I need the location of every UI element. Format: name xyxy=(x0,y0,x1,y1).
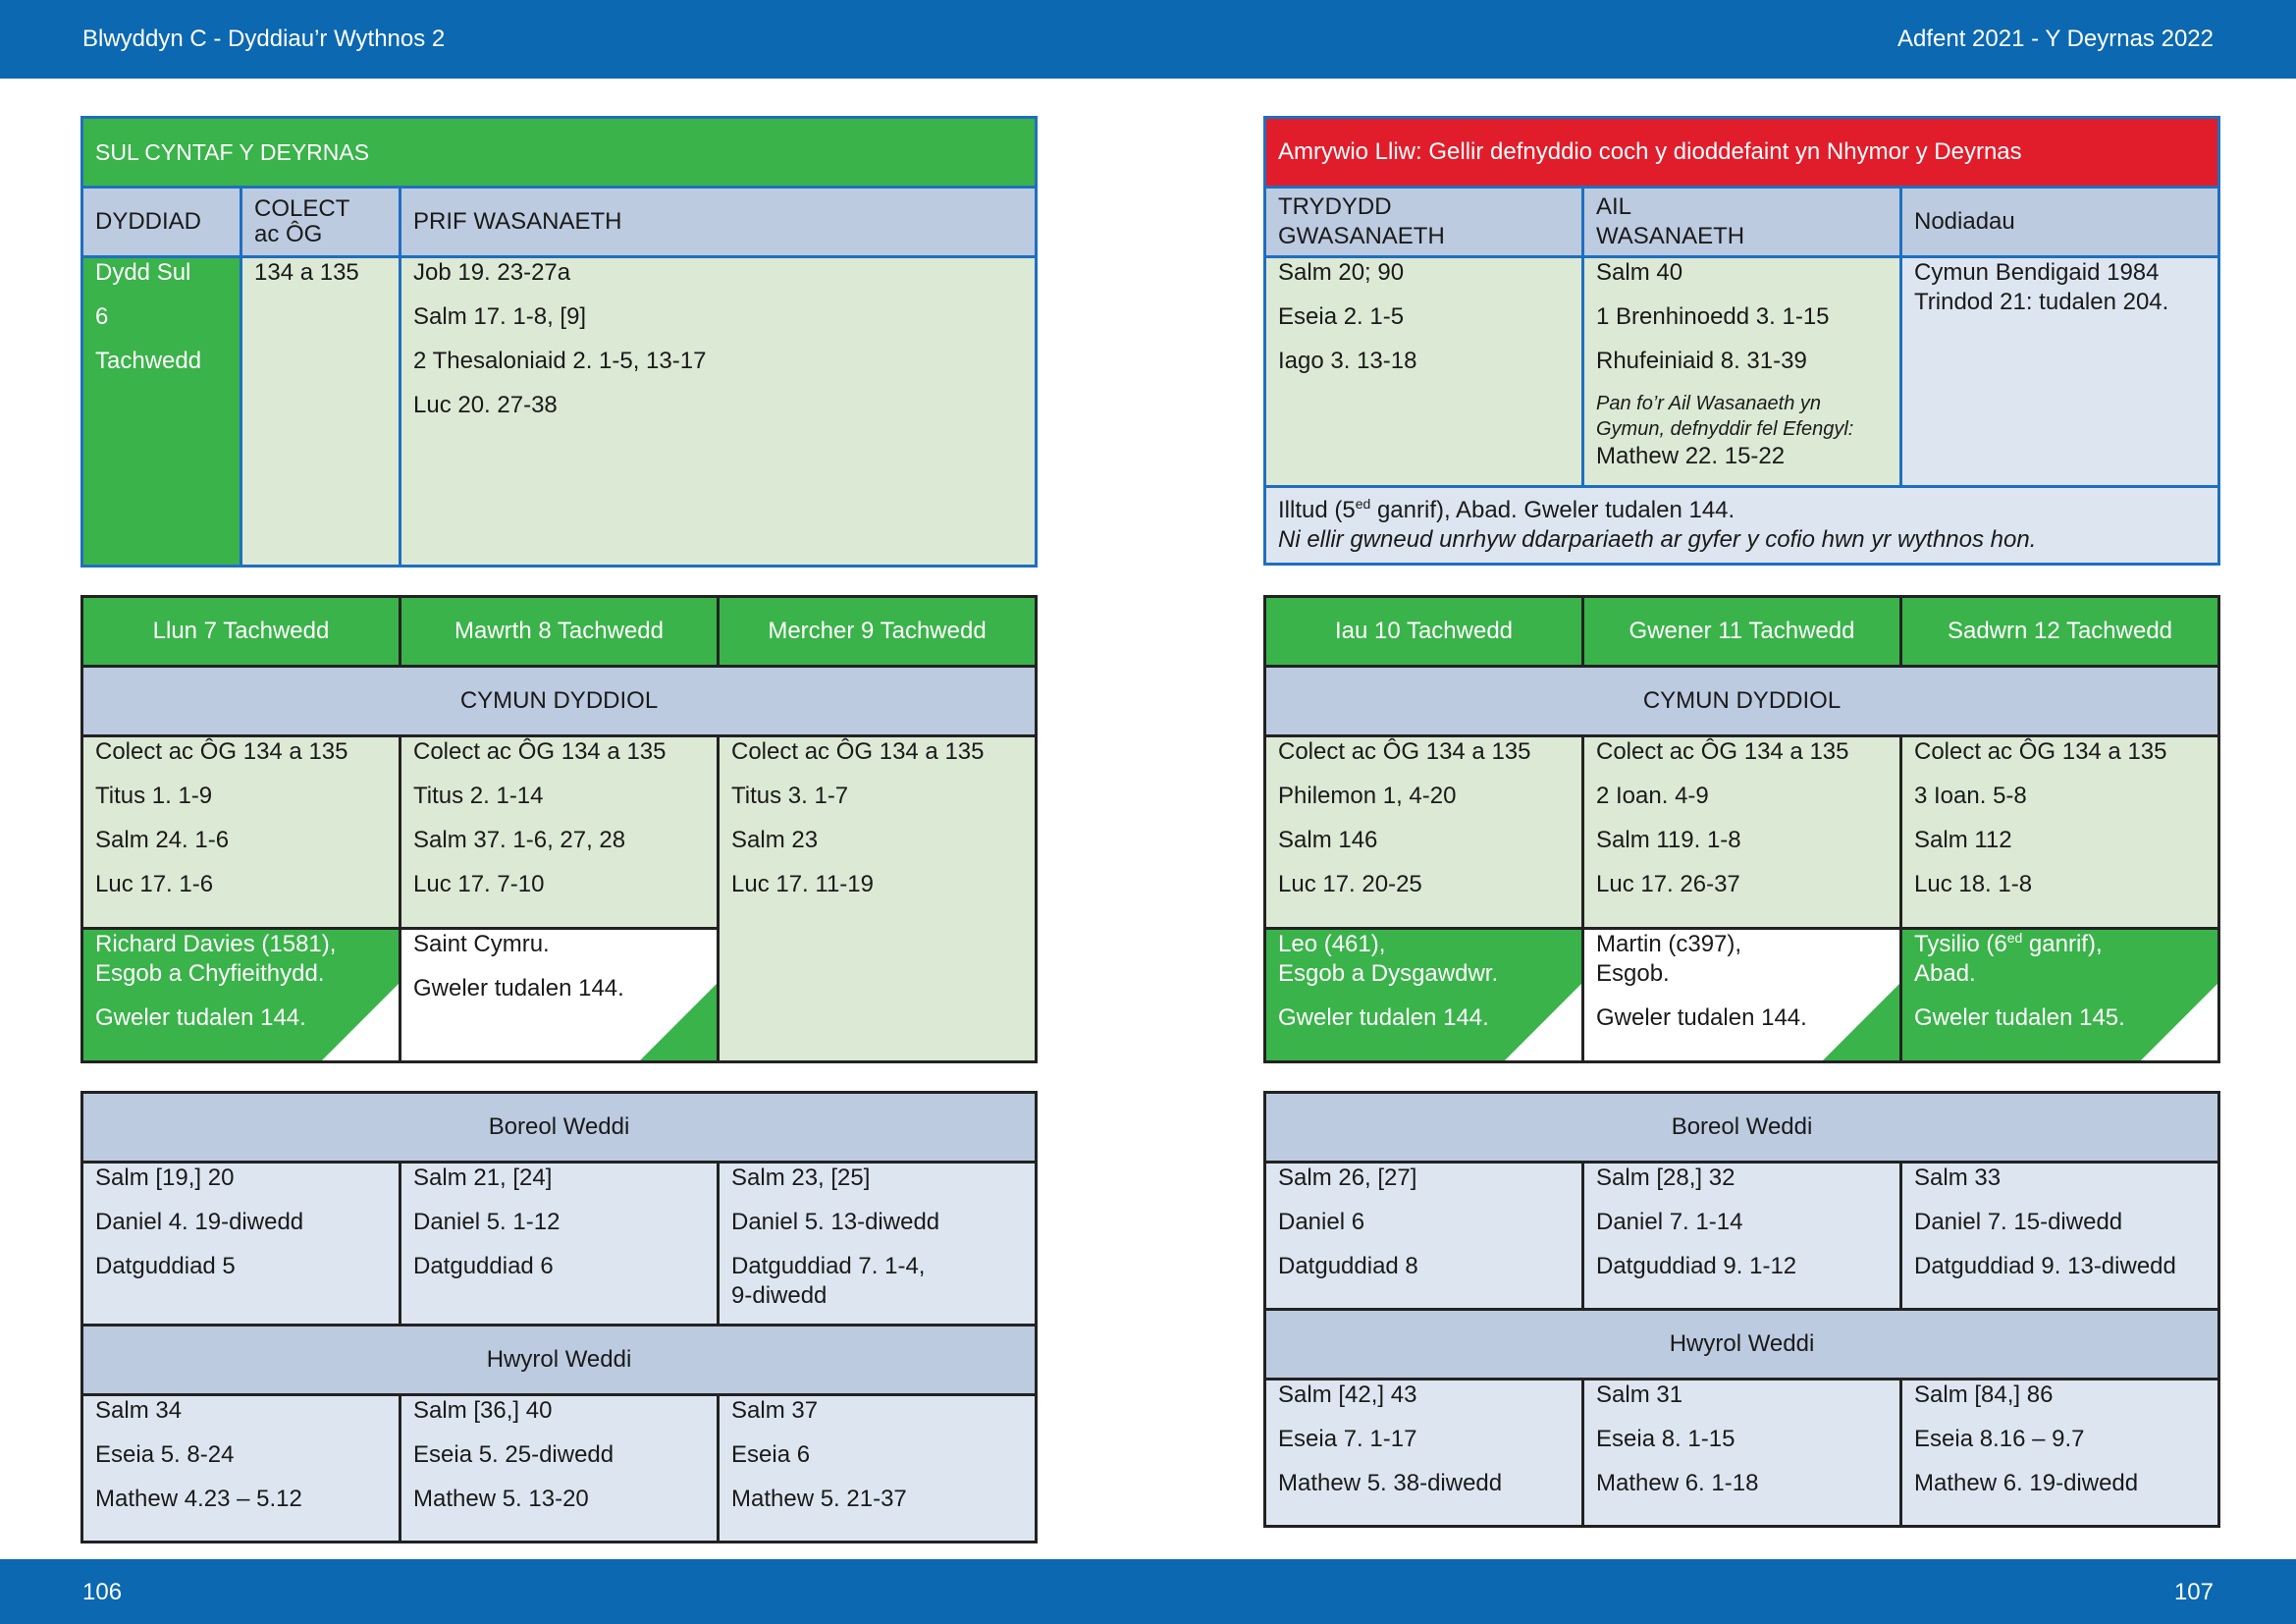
reading-item: Salm 33 xyxy=(1914,1164,2002,1191)
reading-item: Colect ac ÔG 134 a 135 xyxy=(95,738,348,765)
evening-cell xyxy=(82,1395,400,1543)
communion-title: CYMUN DYDDIOL xyxy=(1265,667,2219,736)
reading-item: Eseia 6 xyxy=(731,1441,811,1468)
reading-item: Salm 26, [27] xyxy=(1278,1164,1417,1191)
second-service-header xyxy=(1583,188,1901,257)
reading-item: Salm 31 xyxy=(1596,1381,1683,1408)
reading-item: Mathew 5. 13-20 xyxy=(413,1486,589,1512)
communion-title: CYMUN DYDDIOL xyxy=(82,667,1037,736)
reading-item: Eseia 8.16 – 9.7 xyxy=(1914,1426,2085,1452)
commem-pre: Tysilio (6 xyxy=(1914,931,2007,957)
reading-item: Salm 119. 1-8 xyxy=(1596,827,1741,853)
reading-item: Colect ac ÔG 134 a 135 xyxy=(1914,738,2167,765)
date-month: Tachwedd xyxy=(95,348,202,374)
reading-item: Colect ac ÔG 134 a 135 xyxy=(1278,738,1531,765)
third-service-header xyxy=(1265,188,1583,257)
reading-item: Luc 17. 20-25 xyxy=(1278,871,1422,897)
commem-line: Abad. xyxy=(1914,960,1976,987)
reading-item: Titus 2. 1-14 xyxy=(413,783,544,809)
reading-item: Eseia 8. 1-15 xyxy=(1596,1426,1735,1452)
reading-item: Colect ac ÔG 134 a 135 xyxy=(413,738,667,765)
corner-triangle xyxy=(322,984,399,1060)
commem-page: Gweler tudalen 145. xyxy=(1914,1004,2125,1031)
reading-item: Datguddiad 9. 1-12 xyxy=(1596,1253,1797,1279)
commem-post: ganrif), Abad. Gweler tudalen 144. xyxy=(1370,497,1735,523)
reading-item: Salm 23 xyxy=(731,827,819,853)
second-service-gospel: Mathew 22. 15-22 xyxy=(1596,443,1786,469)
morning-cell xyxy=(82,1163,400,1326)
second-header-line1: AIL xyxy=(1596,193,1632,220)
morning-cell xyxy=(1583,1163,1901,1310)
communion-cell xyxy=(1901,736,2219,929)
colour-note-title: Amrywio Lliw: Gellir defnyddio coch y dioddefaint yn Nhymor y Deyrnas xyxy=(1265,118,2219,188)
date-number: 6 xyxy=(95,303,109,330)
reading-item: Salm 37 xyxy=(731,1397,819,1424)
commem-line: Richard Davies (1581), xyxy=(95,931,337,957)
second-service-note-line1: Pan fo’r Ail Wasanaeth yn xyxy=(1596,393,1822,414)
reading-item: Daniel 5. 13-diwedd xyxy=(731,1209,940,1235)
morning-cell xyxy=(719,1163,1037,1326)
sunday-date-cell xyxy=(82,257,241,567)
commem-line: Esgob a Dysgawdwr. xyxy=(1278,960,1499,987)
morning-cell xyxy=(1265,1163,1583,1310)
reading-item: Salm 146 xyxy=(1278,827,1378,853)
reading-item: Eseia 5. 8-24 xyxy=(95,1441,235,1468)
commem-post: ganrif), xyxy=(2022,931,2103,957)
reading-item: Eseia 2. 1-5 xyxy=(1278,303,1405,330)
morning-cell xyxy=(400,1163,719,1326)
footer-bar xyxy=(0,1559,2296,1624)
reading-item: Salm 20; 90 xyxy=(1278,259,1405,286)
reading-item: Daniel 5. 1-12 xyxy=(413,1209,561,1235)
services-table xyxy=(1263,116,2220,566)
third-service-readings xyxy=(1265,257,1583,487)
communion-cell xyxy=(1265,736,1583,929)
day-header: Mawrth 8 Tachwedd xyxy=(400,597,719,667)
commem-line xyxy=(1914,930,2206,959)
reading-item: Eseia 5. 25-diwedd xyxy=(413,1441,614,1468)
morning-prayer-title: Boreol Weddi xyxy=(1265,1093,2219,1163)
notes-line: Trindod 21: tudalen 204. xyxy=(1914,289,2169,315)
reading-item: Mathew 6. 1-18 xyxy=(1596,1470,1759,1496)
second-header-line2: WASANAETH xyxy=(1596,223,1745,249)
communion-cell xyxy=(400,736,719,929)
commem-line: Martin (c397), xyxy=(1596,931,1742,957)
reading-item: Luc 17. 1-6 xyxy=(95,871,214,897)
reading-item: Salm 23, [25] xyxy=(731,1164,871,1191)
page-number-right: 107 xyxy=(2173,1579,2214,1605)
reading-item: Salm 112 xyxy=(1914,827,2012,853)
reading-item: Datguddiad 8 xyxy=(1278,1253,1418,1279)
principal-header: PRIF WASANAETH xyxy=(400,188,1037,257)
reading-item: Luc 17. 11-19 xyxy=(731,871,874,897)
collect-header-line1: COLECT xyxy=(254,195,350,222)
commem-sup: ed xyxy=(2006,930,2023,946)
header-bar xyxy=(0,0,2296,79)
reading-item: Salm [28,] 32 xyxy=(1596,1164,1735,1191)
communion-cell xyxy=(719,736,1037,1062)
commem-page: Gweler tudalen 144. xyxy=(413,975,624,1001)
reading-item: Eseia 7. 1-17 xyxy=(1278,1426,1417,1452)
second-service-note-line2: Gymun, defnyddir fel Efengyl: xyxy=(1596,418,1854,440)
reading-item: Salm 34 xyxy=(95,1397,183,1424)
evening-cell xyxy=(1265,1380,1583,1527)
sunday-title: SUL CYNTAF Y DEYRNAS xyxy=(82,118,1037,188)
commem-pre: Illtud (5 xyxy=(1278,497,1356,523)
commem-line: Leo (461), xyxy=(1278,931,1386,957)
third-header-line1: TRYDYDD xyxy=(1278,193,1392,220)
sunday-table xyxy=(80,116,1038,568)
second-service-readings xyxy=(1583,257,1901,487)
reading-item: Salm 21, [24] xyxy=(413,1164,553,1191)
reading-item: Salm [36,] 40 xyxy=(413,1397,553,1424)
notes-header: Nodiadau xyxy=(1901,188,2219,257)
reading-item: Colect ac ÔG 134 a 135 xyxy=(1596,738,1849,765)
reading-item: 1 Brenhinoedd 3. 1-15 xyxy=(1596,303,1830,330)
reading-item: Mathew 6. 19-diwedd xyxy=(1914,1470,2139,1496)
day-header: Iau 10 Tachwedd xyxy=(1265,597,1583,667)
evening-cell xyxy=(1583,1380,1901,1527)
header-left-title: Blwyddyn C - Dyddiau’r Wythnos 2 xyxy=(82,26,446,52)
commem-sup: ed xyxy=(1355,496,1371,512)
reading-item: Mathew 5. 38-diwedd xyxy=(1278,1470,1503,1496)
commemoration-note xyxy=(1265,487,2219,565)
day-header: Sadwrn 12 Tachwedd xyxy=(1901,597,2219,667)
commem-line: Saint Cymru. xyxy=(413,931,550,957)
evening-cell xyxy=(719,1395,1037,1543)
reading-item: Salm 17. 1-8, [9] xyxy=(413,303,587,330)
left-communion-table xyxy=(80,595,1038,1063)
reading-item: Salm 40 xyxy=(1596,259,1683,286)
commemoration-cell xyxy=(1901,929,2219,1062)
left-prayer-table xyxy=(80,1091,1038,1543)
commemoration-cell xyxy=(400,929,719,1062)
day-header: Llun 7 Tachwedd xyxy=(82,597,400,667)
reading-item: Daniel 7. 15-diwedd xyxy=(1914,1209,2123,1235)
third-header-line2: GWASANAETH xyxy=(1278,223,1445,249)
reading-item: 3 Ioan. 5-8 xyxy=(1914,783,2027,809)
reading-item: 9-diwedd xyxy=(731,1282,828,1309)
communion-cell xyxy=(82,736,400,929)
reading-item: 2 Thesaloniaid 2. 1-5, 13-17 xyxy=(413,348,707,374)
evening-cell xyxy=(1901,1380,2219,1527)
evening-cell xyxy=(400,1395,719,1543)
reading-item: Datguddiad 7. 1-4, xyxy=(731,1253,926,1279)
corner-triangle xyxy=(640,984,717,1060)
commemoration-italic: Ni ellir gwneud unrhyw ddarpariaeth ar gyfer y cofio hwn yr wythnos hon. xyxy=(1278,526,2037,553)
corner-triangle xyxy=(1823,984,1899,1060)
commem-line: Esgob. xyxy=(1596,960,1670,987)
reading-item: Salm [42,] 43 xyxy=(1278,1381,1417,1408)
day-header: Mercher 9 Tachwedd xyxy=(719,597,1037,667)
collect-cell: 134 a 135 xyxy=(241,257,400,567)
reading-item: Job 19. 23-27a xyxy=(413,259,571,286)
reading-item: Luc 20. 27-38 xyxy=(413,392,558,418)
commem-page: Gweler tudalen 144. xyxy=(1596,1004,1807,1031)
reading-item: Titus 3. 1-7 xyxy=(731,783,849,809)
date-day: Dydd Sul xyxy=(95,259,191,286)
reading-item: 2 Ioan. 4-9 xyxy=(1596,783,1709,809)
reading-item: Salm [84,] 86 xyxy=(1914,1381,2054,1408)
reading-item: Datguddiad 6 xyxy=(413,1253,554,1279)
morning-prayer-title: Boreol Weddi xyxy=(82,1093,1037,1163)
reading-item: Titus 1. 1-9 xyxy=(95,783,213,809)
morning-cell xyxy=(1901,1163,2219,1310)
date-header: DYDDIAD xyxy=(82,188,241,257)
corner-triangle xyxy=(2141,984,2217,1060)
evening-prayer-title: Hwyrol Weddi xyxy=(1265,1310,2219,1380)
reading-item: Datguddiad 9. 13-diwedd xyxy=(1914,1253,2176,1279)
evening-prayer-title: Hwyrol Weddi xyxy=(82,1326,1037,1395)
commem-line: Esgob a Chyfieithydd. xyxy=(95,960,325,987)
reading-item: Mathew 5. 21-37 xyxy=(731,1486,907,1512)
reading-item: Datguddiad 5 xyxy=(95,1253,236,1279)
corner-triangle xyxy=(1505,984,1581,1060)
reading-item: Colect ac ÔG 134 a 135 xyxy=(731,738,985,765)
communion-cell xyxy=(1583,736,1901,929)
commemoration-cell xyxy=(1265,929,1583,1062)
reading-item: Rhufeiniaid 8. 31-39 xyxy=(1596,348,1807,374)
commemoration-text xyxy=(1278,497,1735,523)
reading-item: Mathew 4.23 – 5.12 xyxy=(95,1486,302,1512)
collect-header-line2: ac ÔG xyxy=(254,221,323,247)
day-header: Gwener 11 Tachwedd xyxy=(1583,597,1901,667)
reading-item: Daniel 4. 19-diwedd xyxy=(95,1209,304,1235)
principal-readings xyxy=(400,257,1037,567)
right-communion-table xyxy=(1263,595,2220,1063)
reading-item: Daniel 7. 1-14 xyxy=(1596,1209,1743,1235)
commemoration-cell xyxy=(82,929,400,1062)
commemoration-cell xyxy=(1583,929,1901,1062)
reading-item: Luc 17. 26-37 xyxy=(1596,871,1740,897)
right-prayer-table xyxy=(1263,1091,2220,1528)
notes-cell xyxy=(1901,257,2219,487)
reading-item: Salm 37. 1-6, 27, 28 xyxy=(413,827,626,853)
reading-item: Iago 3. 13-18 xyxy=(1278,348,1417,374)
header-right-title: Adfent 2021 - Y Deyrnas 2022 xyxy=(1896,26,2214,52)
commem-page: Gweler tudalen 144. xyxy=(95,1004,306,1031)
reading-item: Luc 17. 7-10 xyxy=(413,871,545,897)
reading-item: Daniel 6 xyxy=(1278,1209,1365,1235)
reading-item: Luc 18. 1-8 xyxy=(1914,871,2033,897)
reading-item: Philemon 1, 4-20 xyxy=(1278,783,1457,809)
reading-item: Salm 24. 1-6 xyxy=(95,827,230,853)
reading-item: Salm [19,] 20 xyxy=(95,1164,235,1191)
collect-header xyxy=(241,188,400,257)
commem-page: Gweler tudalen 144. xyxy=(1278,1004,1489,1031)
page-number-left: 106 xyxy=(82,1579,123,1605)
notes-line: Cymun Bendigaid 1984 xyxy=(1914,259,2160,286)
